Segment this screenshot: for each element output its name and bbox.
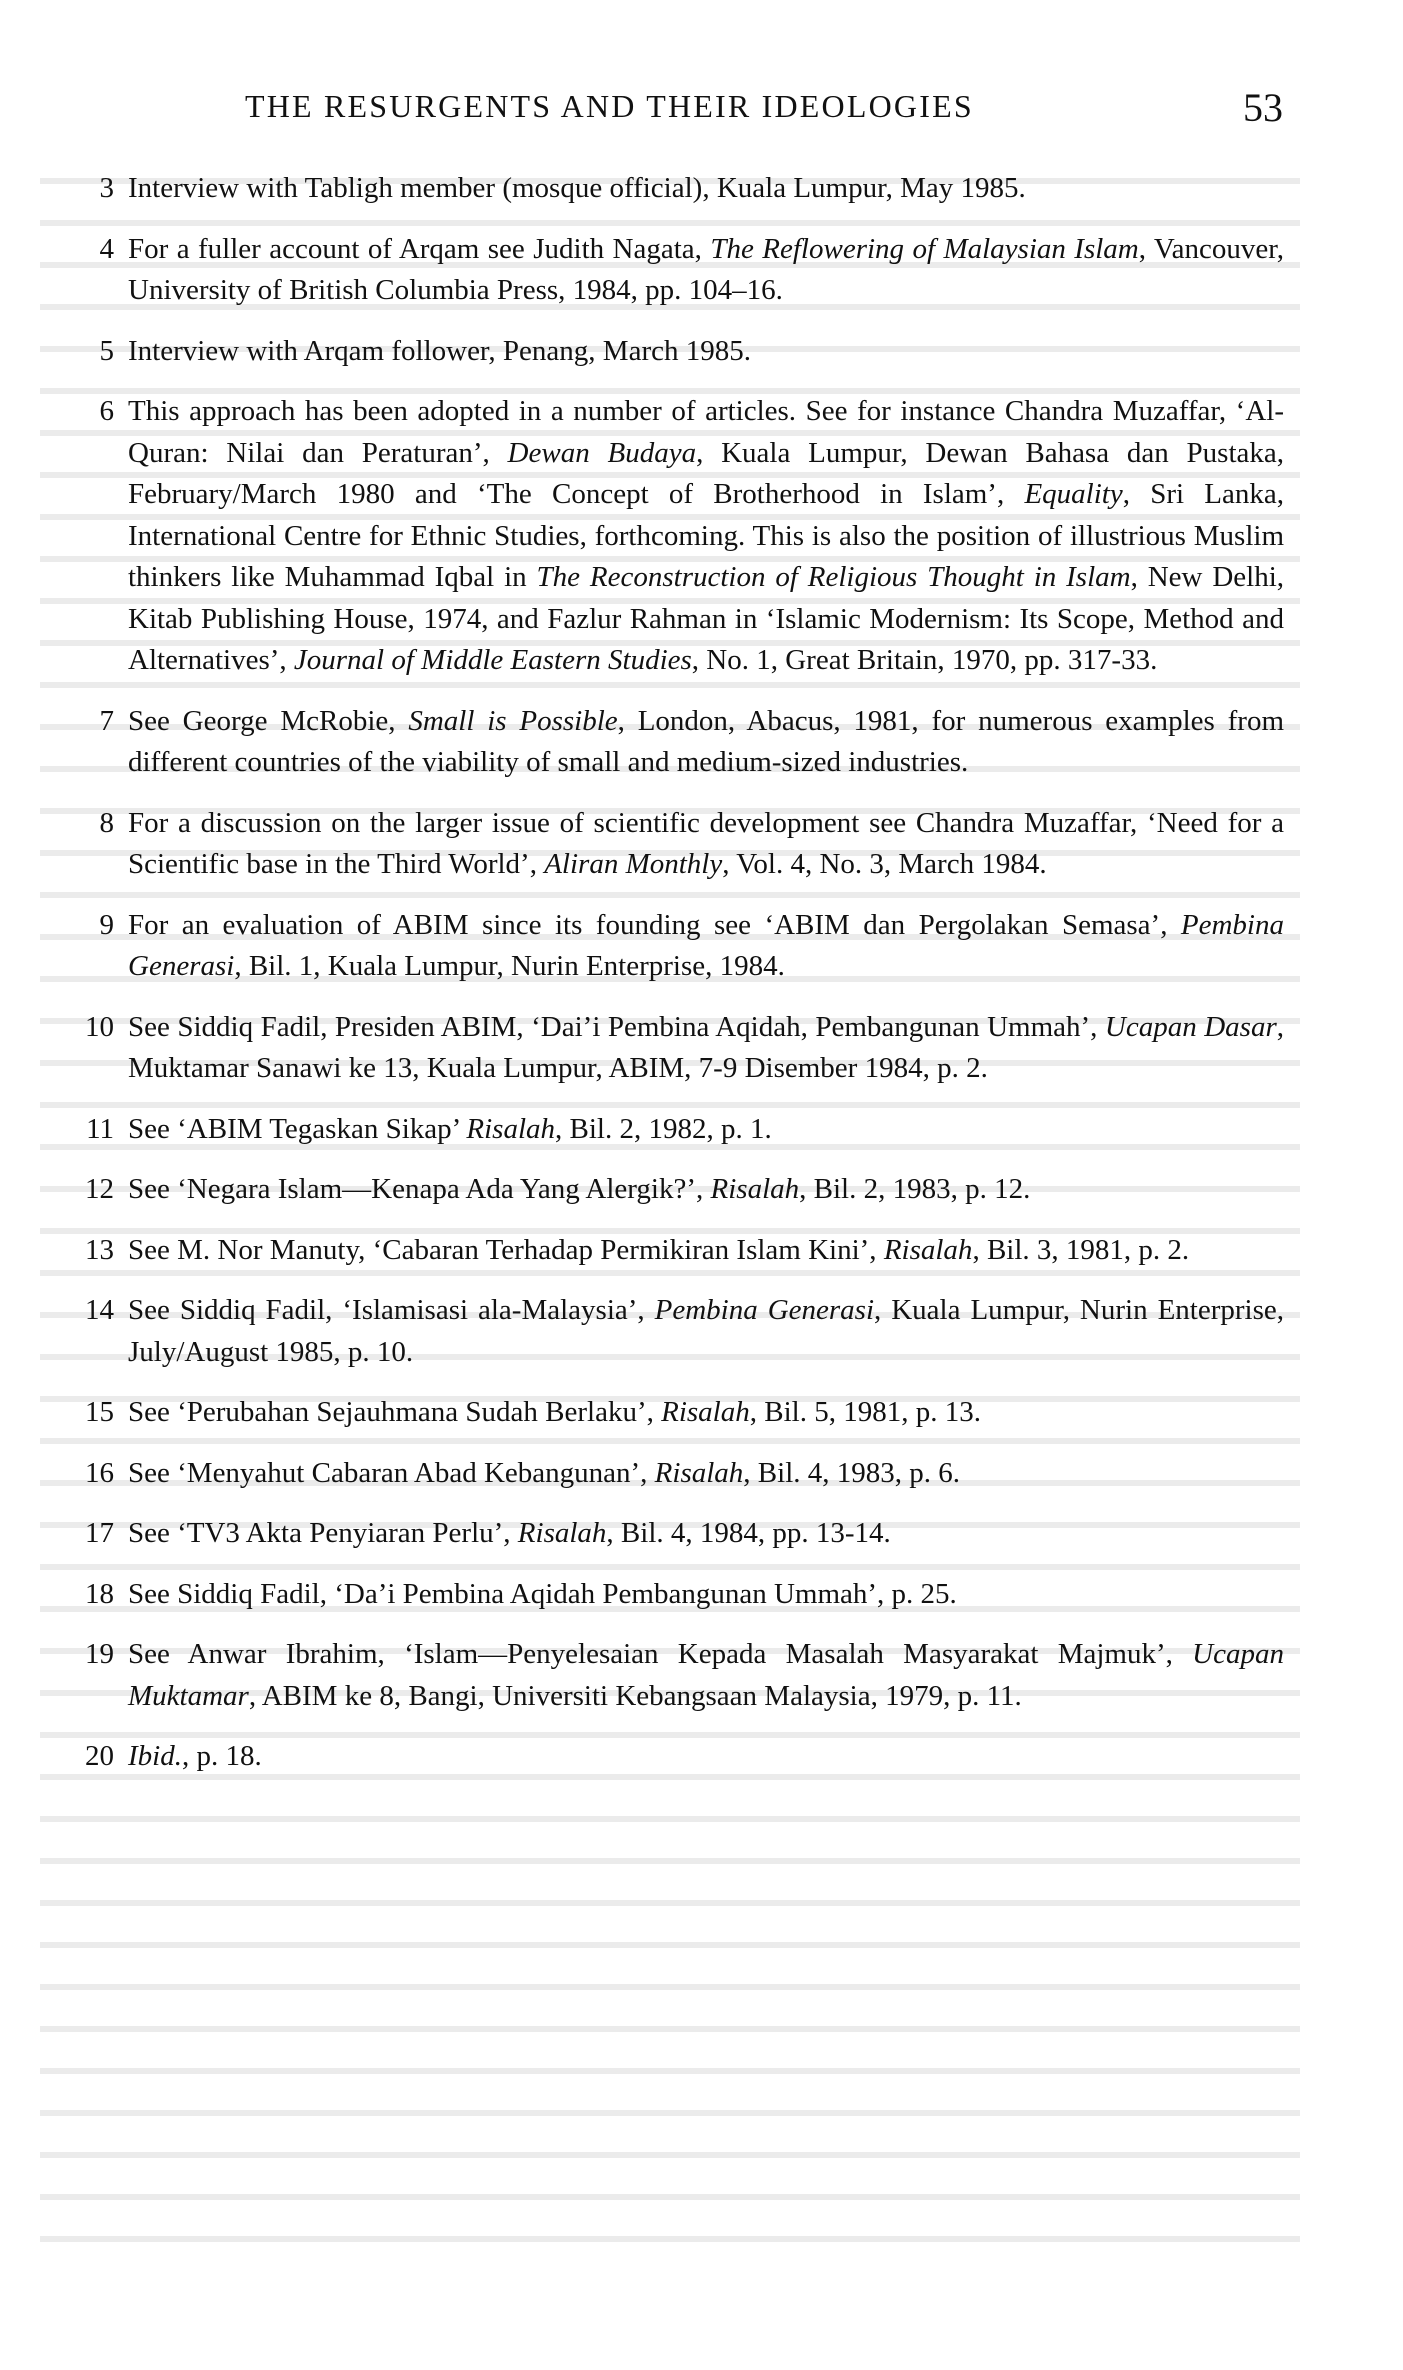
endnote-number: 6 [99, 395, 114, 427]
citation-text: , Vol. 4, No. 3, March 1984. [722, 848, 1047, 880]
citation-title: Journal of Middle Eastern Studies [293, 644, 692, 676]
endnote-11 [74, 1109, 1284, 1151]
citation-title: Risalah [517, 1517, 607, 1549]
citation-text: See ‘Menyahut Cabaran Abad Kebangunan’, [128, 1456, 655, 1489]
citation-text: , Sri Lanka, International Centre for Ethnic Studies, forthcoming. This is also the position of illustrious Muslim thinkers like Muhammad Iqbal in [128, 478, 1284, 593]
citation-title: Risalah [710, 1173, 800, 1205]
endnote-text [128, 1173, 1030, 1205]
page-header [245, 85, 1283, 138]
endnote-text [128, 395, 1284, 676]
endnote-text [128, 1638, 1284, 1712]
citation-title: Risalah [661, 1396, 750, 1428]
citation-text: , Bil. 2, 1983, p. 12. [799, 1173, 1031, 1205]
citation-title: Dewan Budaya [507, 436, 697, 469]
citation-title: Risalah [466, 1112, 556, 1145]
endnote-text [128, 1517, 891, 1549]
citation-text: See ‘Perubahan Sejauhmana Sudah Berlaku’, [128, 1396, 662, 1428]
endnote-text [128, 335, 751, 367]
endnote-text [128, 1234, 1189, 1266]
citation-title: Risalah [654, 1456, 744, 1489]
endnote-number: 15 [85, 1396, 114, 1428]
endnote-text [128, 909, 1284, 983]
endnote-10 [74, 1007, 1284, 1090]
endnote-7 [74, 701, 1284, 784]
citation-text: , ABIM ke 8, Bangi, Universiti Kebangsaan Malaysia, 1979, p. 11. [248, 1679, 1022, 1712]
citation-text: See M. Nor Manuty, ‘Cabaran Terhadap Permikiran Islam Kini’, [128, 1233, 884, 1266]
endnote-text [128, 1740, 262, 1772]
endnote-16 [74, 1453, 1284, 1495]
citation-text: , London, Abacus, 1981, for numerous examples from different countries of the viability of small and medium-sized industries. [128, 704, 1285, 778]
endnote-text [128, 1294, 1284, 1368]
citation-text: , Bil. 2, 1982, p. 1. [555, 1112, 772, 1145]
citation-title: Ucapan Muktamar [128, 1638, 1284, 1712]
citation-text: See Siddiq Fadil, ‘Islamisasi ala-Malaysia’, [128, 1294, 655, 1326]
citation-text: , Bil. 1, Kuala Lumpur, Nurin Enterprise, 1984. [234, 950, 785, 982]
citation-text: , New Delhi, Kitab Publishing House, 1974, and Fazlur Rahman in ‘Islamic Modernism: Its Scope, Method and Alternatives’, [128, 561, 1285, 676]
citation-text: , Bil. 5, 1981, p. 13. [749, 1396, 981, 1428]
endnote-text [128, 1457, 960, 1489]
citation-title: Risalah [883, 1233, 973, 1266]
endnote-6 [74, 391, 1284, 682]
endnote-17 [74, 1513, 1284, 1555]
citation-text: See ‘TV3 Akta Penyiaran Perlu’, [128, 1517, 518, 1549]
endnote-text [128, 1396, 981, 1428]
endnote-number: 18 [85, 1577, 114, 1610]
citation-text: , Kuala Lumpur, Dewan Bahasa dan Pustaka, February/March 1980 and ‘The Concept of Brotherhood in Islam’, [128, 436, 1284, 510]
endnote-4 [74, 229, 1284, 312]
endnote-5 [74, 331, 1284, 373]
citation-text: , Bil. 3, 1981, p. 2. [972, 1233, 1190, 1266]
citation-title: Pembina Generasi [128, 908, 1284, 982]
citation-text: , No. 1, Great Britain, 1970, pp. 317-33. [691, 644, 1158, 676]
endnote-text [128, 1011, 1284, 1085]
citation-text: See Siddiq Fadil, Presiden ABIM, ‘Dai’i Pembina Aqidah, Pembangunan Ummah’, [128, 1010, 1105, 1043]
citation-title: Small is Possible [408, 704, 618, 737]
endnote-number: 19 [85, 1638, 114, 1670]
citation-text: , Bil. 4, 1983, p. 6. [743, 1456, 961, 1489]
endnote-number: 3 [99, 172, 114, 204]
endnote-14 [74, 1290, 1284, 1373]
endnote-number: 8 [99, 806, 114, 839]
citation-title: Ibid. [128, 1740, 182, 1772]
endnote-text [128, 807, 1284, 881]
endnote-8 [74, 803, 1284, 886]
endnote-18 [74, 1574, 1284, 1616]
citation-text: For an evaluation of ABIM since its founding see ‘ABIM dan Pergolakan Semasa’, [128, 908, 1181, 941]
citation-text: , Kuala Lumpur, Nurin Enterprise, July/August 1985, p. 10. [128, 1294, 1284, 1368]
endnote-20 [74, 1736, 1284, 1778]
citation-title: Equality [1024, 478, 1123, 510]
endnote-number: 20 [85, 1740, 114, 1772]
citation-title: Ucapan Dasar [1104, 1010, 1277, 1043]
citation-text: See Anwar Ibrahim, ‘Islam—Penyelesaian Kepada Masalah Masyarakat Majmuk’, [128, 1638, 1193, 1670]
endnote-number: 16 [85, 1456, 114, 1489]
citation-text: See ‘ABIM Tegaskan Sikap’ [128, 1112, 467, 1145]
citation-text: Interview with Tabligh member (mosque official), Kuala Lumpur, May 1985. [128, 172, 1026, 204]
citation-text: See Siddiq Fadil, ‘Da’i Pembina Aqidah Pembangunan Ummah’, p. 25. [128, 1577, 957, 1610]
endnote-12 [74, 1169, 1284, 1211]
citation-title: The Reflowering of Malaysian Islam [710, 232, 1139, 265]
endnotes-list [74, 168, 1284, 1797]
endnote-number: 5 [99, 334, 114, 367]
endnote-number: 9 [99, 908, 114, 941]
endnote-number: 13 [85, 1233, 114, 1266]
citation-text: , Bil. 4, 1984, pp. 13-14. [606, 1517, 891, 1549]
page-number: 53 [1243, 85, 1283, 130]
citation-text: See ‘Negara Islam—Kenapa Ada Yang Alergik?’, [128, 1173, 711, 1205]
endnote-number: 4 [99, 232, 114, 265]
endnote-number: 14 [85, 1294, 114, 1326]
endnote-9 [74, 905, 1284, 988]
endnote-number: 7 [99, 704, 114, 737]
citation-title: The Reconstruction of Religious Thought in Islam [536, 561, 1131, 593]
endnote-15 [74, 1392, 1284, 1434]
citation-title: Aliran Monthly [544, 848, 723, 880]
endnote-number: 10 [85, 1010, 114, 1043]
citation-title: Pembina Generasi [654, 1294, 875, 1326]
endnote-3 [74, 168, 1284, 210]
citation-text: This approach has been adopted in a number of articles. See for instance Chandra Muzaffar, ‘Al-Quran: Nilai dan Peraturan’, [128, 395, 1284, 469]
running-head: THE RESURGENTS AND THEIR IDEOLOGIES [245, 88, 974, 124]
endnote-19 [74, 1634, 1284, 1717]
endnote-text [128, 172, 1026, 204]
citation-text: See George McRobie, [128, 704, 409, 737]
citation-text: , Muktamar Sanawi ke 13, Kuala Lumpur, ABIM, 7-9 Disember 1984, p. 2. [128, 1010, 1284, 1084]
citation-text: For a fuller account of Arqam see Judith Nagata, [128, 232, 711, 265]
endnote-text [128, 1113, 772, 1145]
endnote-text [128, 1578, 957, 1610]
endnote-text [128, 233, 1284, 307]
citation-text: Interview with Arqam follower, Penang, March 1985. [128, 334, 751, 367]
endnote-number: 11 [86, 1112, 114, 1145]
endnote-number: 17 [85, 1517, 114, 1549]
citation-text: For a discussion on the larger issue of scientific development see Chandra Muzaffar, ‘Need for a Scientific base in the Third World’, [128, 806, 1284, 880]
endnote-number: 12 [85, 1173, 114, 1205]
citation-text: , Vancouver, University of British Columbia Press, 1984, pp. 104–16. [128, 232, 1285, 306]
endnote-text [128, 705, 1284, 779]
endnote-13 [74, 1230, 1284, 1272]
citation-text: , p. 18. [181, 1740, 262, 1772]
